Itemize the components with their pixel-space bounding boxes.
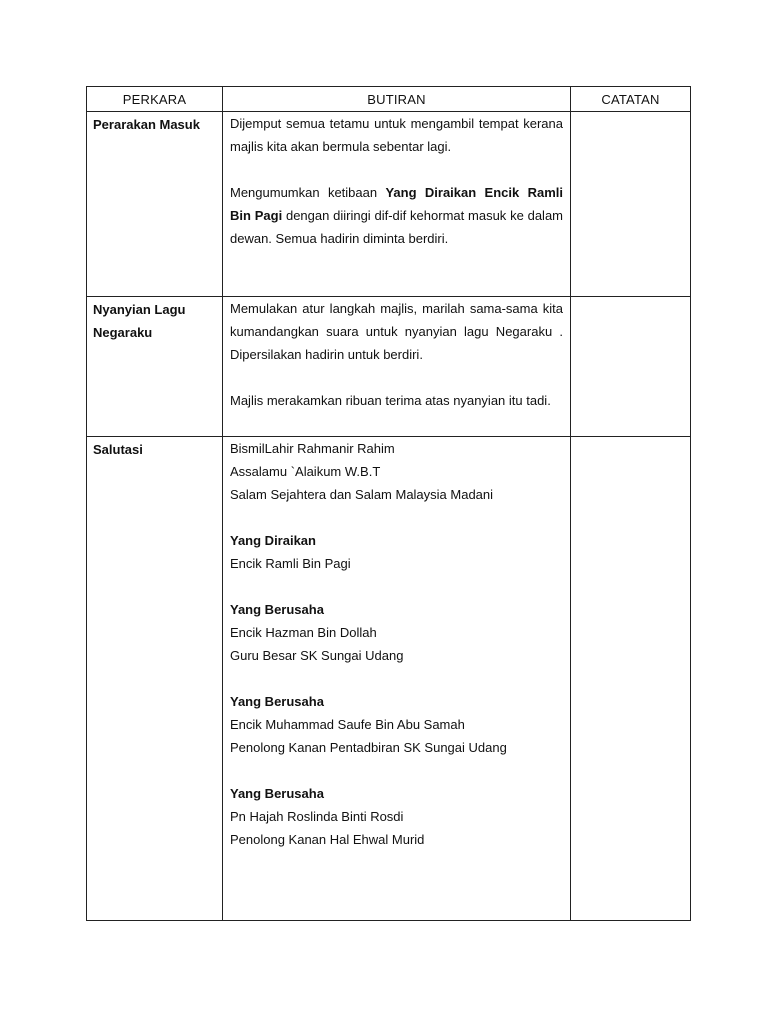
butiran-paragraph: Dijemput semua tetamu untuk mengambil tempat kerana majlis kita akan bermula sebentar lagi. bbox=[230, 116, 563, 154]
perkara-cell bbox=[87, 437, 223, 921]
salutation-line: Encik Muhammad Saufe Bin Abu Samah bbox=[230, 717, 465, 732]
header-catatan: CATATAN bbox=[571, 87, 691, 112]
salutation-title: Yang Berusaha bbox=[230, 694, 324, 709]
paragraph-spacer bbox=[230, 158, 563, 181]
table-row bbox=[87, 437, 691, 921]
table-row bbox=[87, 297, 691, 437]
paragraph-text: Mengumumkan ketibaan bbox=[230, 185, 386, 200]
header-row bbox=[87, 87, 691, 112]
table-row bbox=[87, 112, 691, 297]
guest-of-honour-name: Yang Diraikan Encik Ramli Bin Pagi bbox=[230, 185, 563, 223]
paragraph-spacer bbox=[230, 506, 563, 529]
salutation-line: Encik Ramli Bin Pagi bbox=[230, 556, 351, 571]
butiran-cell bbox=[223, 297, 571, 437]
paragraph-spacer bbox=[230, 667, 563, 690]
table-header bbox=[87, 87, 691, 112]
header-perkara: PERKARA bbox=[87, 87, 223, 112]
greeting-line: BismilLahir Rahmanir Rahim bbox=[230, 441, 395, 456]
butiran-content bbox=[223, 297, 570, 412]
butiran-content bbox=[223, 112, 570, 250]
salutation-title: Yang Berusaha bbox=[230, 786, 324, 801]
butiran-paragraph bbox=[230, 181, 563, 250]
butiran-paragraph: Memulakan atur langkah majlis, marilah sama-sama kita kumandangkan suara untuk nyanyian lagu Negaraku . Dipersilakan hadirin untuk berdiri. bbox=[230, 301, 563, 362]
perkara-label: Salutasi bbox=[93, 442, 143, 457]
salutation-line: Pn Hajah Roslinda Binti Rosdi bbox=[230, 809, 404, 824]
salutation-line: Penolong Kanan Hal Ehwal Murid bbox=[230, 832, 425, 847]
header-butiran: BUTIRAN bbox=[223, 87, 571, 112]
catatan-cell bbox=[571, 297, 691, 437]
paragraph-spacer bbox=[230, 759, 563, 782]
perkara-label: Perarakan Masuk bbox=[93, 117, 200, 132]
salutation-line: Penolong Kanan Pentadbiran SK Sungai Udang bbox=[230, 740, 507, 755]
agenda-table bbox=[86, 86, 691, 921]
table-body bbox=[87, 112, 691, 921]
perkara-cell bbox=[87, 297, 223, 437]
butiran-content bbox=[223, 437, 570, 851]
salutation-title: Yang Diraikan bbox=[230, 533, 316, 548]
salutation-line: Encik Hazman Bin Dollah bbox=[230, 625, 377, 640]
butiran-paragraph: Majlis merakamkan ribuan terima atas nyanyian itu tadi. bbox=[230, 393, 551, 408]
paragraph-spacer bbox=[230, 575, 563, 598]
butiran-cell bbox=[223, 112, 571, 297]
salutation-title: Yang Berusaha bbox=[230, 602, 324, 617]
paragraph-spacer bbox=[230, 366, 563, 389]
catatan-cell bbox=[571, 112, 691, 297]
butiran-cell bbox=[223, 437, 571, 921]
greeting-line: Salam Sejahtera dan Salam Malaysia Madani bbox=[230, 487, 494, 502]
catatan-cell bbox=[571, 437, 691, 921]
greeting-line: Assalamu `Alaikum W.B.T bbox=[230, 464, 381, 479]
paragraph-text: dengan diiringi dif-dif kehormat masuk ke dalam dewan. Semua hadirin diminta berdiri. bbox=[230, 208, 564, 246]
perkara-cell bbox=[87, 112, 223, 297]
salutation-line: Guru Besar SK Sungai Udang bbox=[230, 648, 404, 663]
perkara-label: Nyanyian Lagu Negaraku bbox=[93, 302, 186, 340]
